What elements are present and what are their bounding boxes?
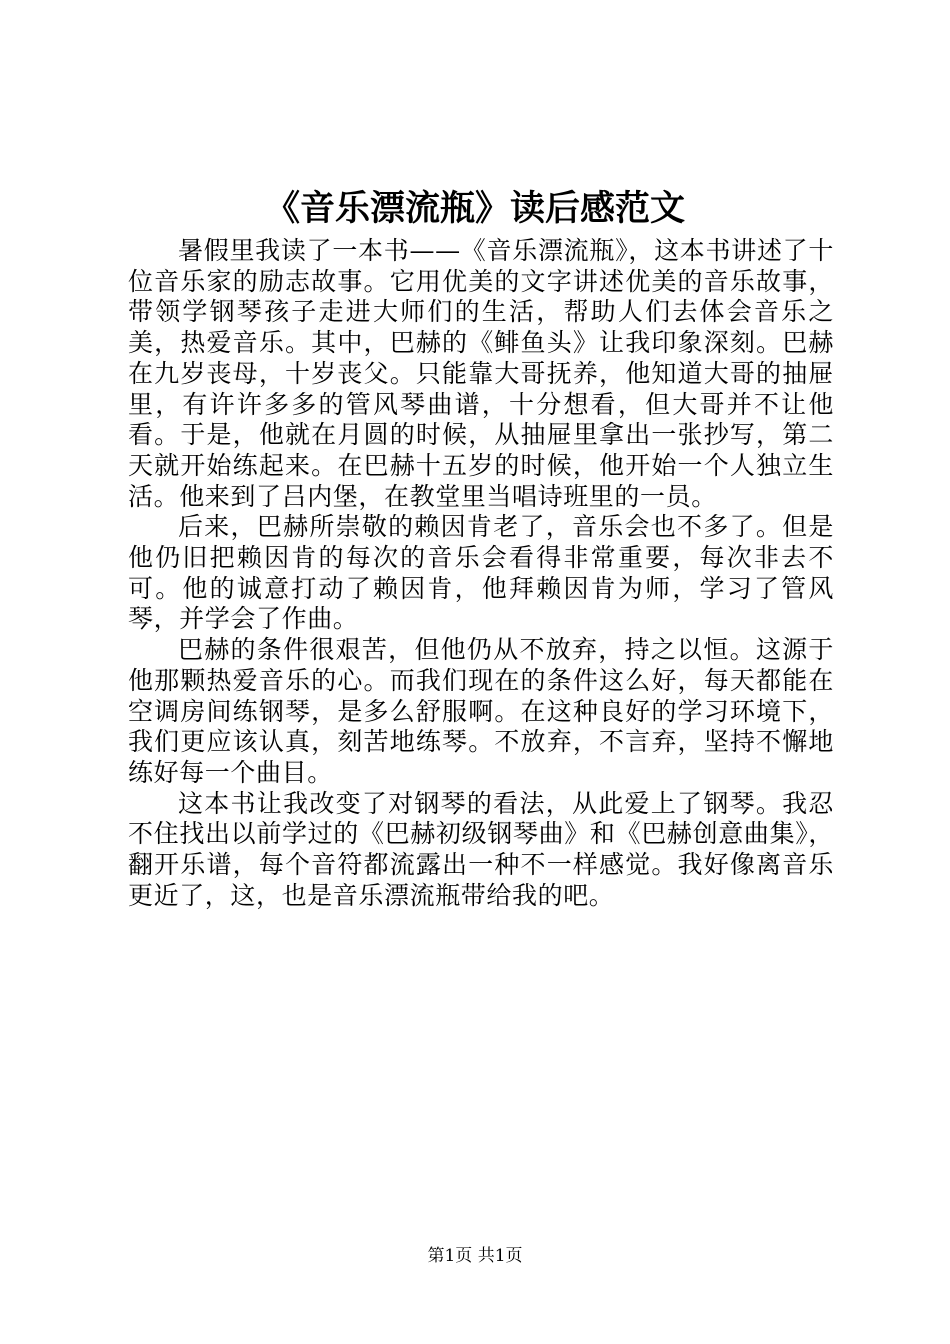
- paragraph-3: 巴赫的条件很艰苦，但他仍从不放弃，持之以恒。这源于他那颗热爱音乐的心。而我们现在的条件这么好，每天都能在空调房间练钢琴，是多么舒服啊。在这种良好的学习环境下，我们更应该认真，刻苦地练琴。不放弃，不言弃，坚持不懈地练好每一个曲目。: [128, 635, 834, 787]
- paragraph-2: 后来，巴赫所崇敬的赖因肯老了，音乐会也不多了。但是他仍旧把赖因肯的每次的音乐会看得非常重要，每次非去不可。他的诚意打动了赖因肯，他拜赖因肯为师，学习了管风琴，并学会了作曲。: [128, 512, 834, 634]
- page-footer: 第1页 共1页: [427, 1246, 523, 1266]
- document-body: [128, 236, 834, 911]
- paragraph-1: 暑假里我读了一本书——《音乐漂流瓶》，这本书讲述了十位音乐家的励志故事。它用优美的文字讲述优美的音乐故事，带领学钢琴孩子走进大师们的生活，帮助人们去体会音乐之美，热爱音乐。其中，巴赫的《鲱鱼头》让我印象深刻。巴赫在九岁丧母，十岁丧父。只能靠大哥抚养，他知道大哥的抽屉里，有许许多多的管风琴曲谱，十分想看，但大哥并不让他看。于是，他就在月圆的时候，从抽屉里拿出一张抄写，第二天就开始练起来。在巴赫十五岁的时候，他开始一个人独立生活。他来到了吕内堡，在教堂里当唱诗班里的一员。: [128, 236, 834, 511]
- document-title: 《音乐漂流瓶》读后感范文: [264, 188, 685, 229]
- paragraph-4: 这本书让我改变了对钢琴的看法，从此爱上了钢琴。我忍不住找出以前学过的《巴赫初级钢琴曲》和《巴赫创意曲集》，翻开乐谱，每个音符都流露出一种不一样感觉。我好像离音乐更近了，这，也是音乐漂流瓶带给我的吧。: [128, 788, 834, 910]
